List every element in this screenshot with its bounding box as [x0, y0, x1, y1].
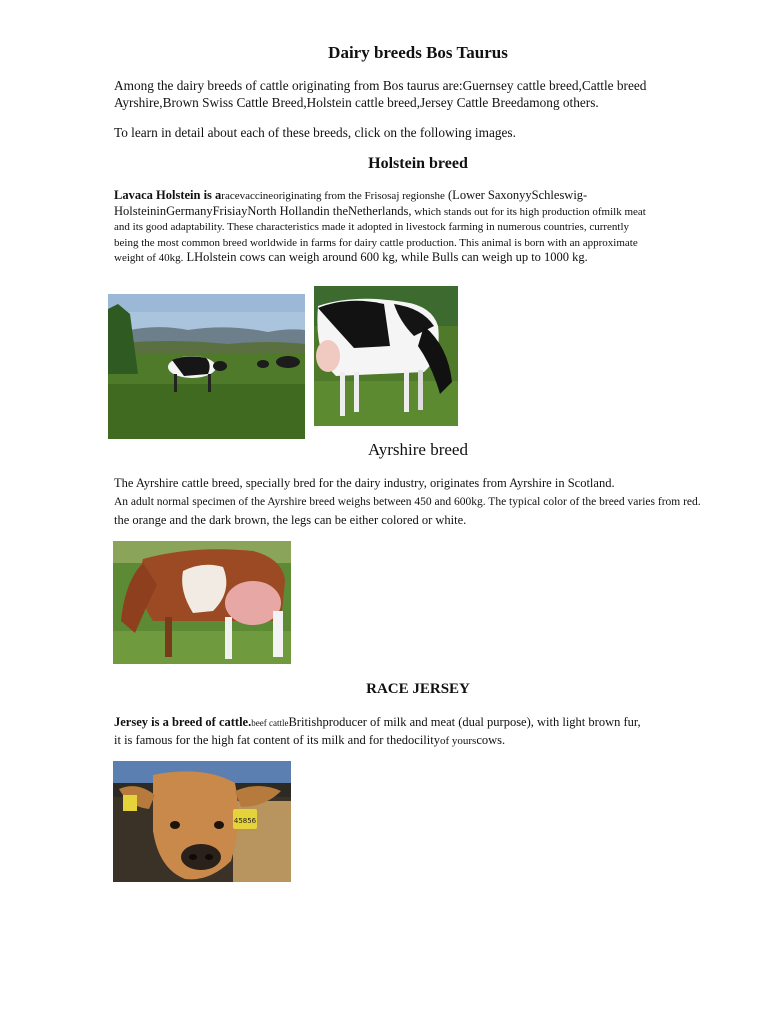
ayrshire-photo: [113, 541, 291, 664]
ayrshire-heading: Ayrshire breed: [368, 440, 468, 459]
jersey-tiny-text: beef cattle: [251, 718, 289, 728]
intro-line-2: Ayrshire,Brown Swiss Cattle Breed,Holstein cattle breed,Jersey Cattle Breedamong others.: [114, 95, 599, 110]
intro-line-1: Among the dairy breeds of cattle originating from Bos taurus are:Guernsey cattle breed,Cattle breed: [114, 78, 647, 93]
ayrshire-paragraph: [114, 474, 754, 529]
holstein-text-4: animal is born with an approximate weight of 40kg.: [114, 236, 638, 265]
jersey-text-3: of yours: [439, 735, 477, 747]
holstein-heading: Holstein breed: [368, 155, 468, 172]
jersey-bold-lead: Jersey is a breed of cattle.: [114, 715, 252, 729]
intro-paragraph: [114, 77, 754, 111]
holstein-text-1: racevaccineoriginating from the Frisosaj regionshe: [221, 190, 445, 202]
jersey-image[interactable]: [113, 761, 291, 882]
learn-paragraph: To learn in detail about each of these breeds, click on the following images.: [114, 125, 516, 140]
ear-tag-number: 45856: [233, 817, 257, 825]
jersey-paragraph: [114, 714, 714, 750]
holstein-text-3: which stands out for its high production ofmilk meat and its good adaptability. These characteristics made it adopted in livestock farming in numerous countries, currently being the most common breed worldwide in farms for dairy cattle production. This: [114, 205, 646, 249]
ayrshire-line-2: An adult normal specimen of the Ayrshire breed weighs between 450 and 600kg. The typical color of the breed varies from red.: [114, 496, 701, 508]
holstein-grazing-photo: [314, 286, 458, 426]
jersey-heading: RACE JERSEY: [366, 681, 470, 697]
ayrshire-line-1: The Ayrshire cattle breed, specially bred for the dairy industry, originates from Ayrshire in Scotland.: [114, 476, 615, 490]
jersey-text-4: cows.: [476, 733, 506, 747]
jersey-text-2: it is famous for the high fat content of its milk and for thedocility: [114, 733, 440, 747]
jersey-photo: [113, 761, 291, 882]
holstein-text-5: LHolstein cows can weigh around 600 kg, while Bulls can weigh up to 1000 kg.: [183, 250, 588, 265]
holstein-paragraph: [114, 188, 654, 266]
holstein-field-image[interactable]: [108, 294, 305, 439]
holstein-text-2: (Lower SaxonyySchleswig-HolsteininGermanyFrisiayNorth Hollandin theNetherlands,: [114, 188, 588, 218]
ayrshire-image[interactable]: [113, 541, 291, 664]
jersey-text-1: Britishproducer of milk and meat (dual purpose), with light brown fur,: [288, 715, 641, 729]
holstein-field-photo: [108, 294, 305, 439]
holstein-bold-lead: Lavaca Holstein is a: [114, 188, 222, 202]
holstein-grazing-image[interactable]: [314, 286, 458, 426]
page-title: Dairy breeds Bos Taurus: [328, 43, 508, 62]
ayrshire-line-3: the orange and the dark brown, the legs can be either colored or white.: [114, 513, 467, 527]
